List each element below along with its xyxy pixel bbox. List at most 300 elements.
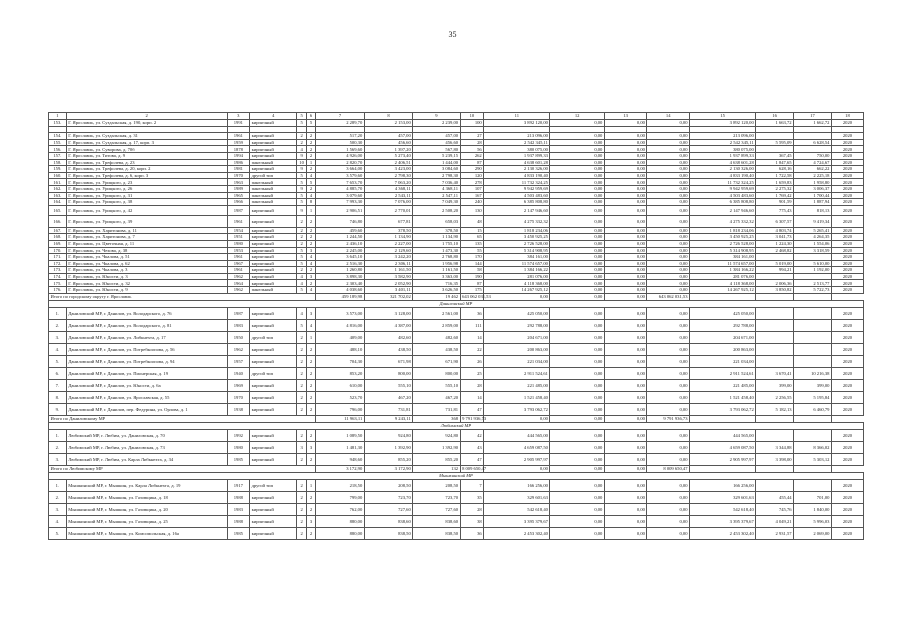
table-cell: 1 569,60 [316,146,364,153]
column-number-cell: 17 [794,113,832,120]
table-cell: 0,00 [647,403,690,415]
address-cell: Г. Ярославль, ул. Урицкого, д. 23 [66,179,227,186]
table-row [49,367,864,379]
table-cell: 3 582,90 [364,273,412,280]
table-cell: 0,00 [647,479,690,491]
table-cell: 58 [460,267,484,274]
table-cell: 1988 [227,515,249,527]
address-cell: Даниловский МР, г. Данилов, ул. Пионерская, д. 19 [66,367,227,379]
table-cell: 853,20 [316,367,364,379]
column-number-cell: 8 [364,113,412,120]
column-number-cell: 15 [690,113,756,120]
table-cell: 2 453 302,40 [484,527,550,539]
table-cell: 0,00 [647,227,690,234]
table-cell [756,307,794,319]
table-cell: 1 769,42 [756,192,794,199]
table-cell: 36 [460,527,484,539]
table-cell: 3 242,20 [364,254,412,261]
table-cell: 455,44 [756,491,794,503]
table-cell: 467,20 [364,391,412,403]
table-cell: 10 216,38 [794,367,832,379]
table-cell: 1. [49,479,67,491]
table-cell: 5. [49,355,67,367]
table-cell: 11 574 657,00 [484,260,550,267]
table-cell: 27 [460,133,484,140]
table-cell: 2020 [831,215,863,227]
table-cell: 0,00 [604,247,647,254]
table-cell: 838,60 [413,515,460,527]
table-cell: 221 034,00 [690,355,756,367]
total-label: Итого по Даниловскому МР [49,415,316,422]
table-cell: 2 [306,234,315,241]
table-row [49,199,864,206]
address-cell: Мышкинский МР, г. Мышкин, ул. Комсомольская, д. 16а [66,527,227,539]
table-row [49,287,864,294]
table-cell: 800,00 [413,367,460,379]
table-cell: 1 444,00 [413,159,460,166]
table-cell: 2020 [831,331,863,343]
table-cell: 5 019,00 [756,260,794,267]
table-row [49,441,864,453]
table-cell: 0,00 [647,254,690,261]
table-row [49,133,864,140]
table-cell: 0,00 [604,453,647,465]
table-cell: 0,00 [604,133,647,140]
table-cell: 2020 [831,205,863,215]
table-cell: 2 453 302,40 [690,527,756,539]
table-cell: кирпичный [250,166,297,173]
table-cell [49,126,67,133]
table-cell: 163. [49,192,67,199]
table-cell: 1987 [227,205,249,215]
table-cell: 1957 [227,355,249,367]
table-cell: 838,50 [364,527,412,539]
table-cell: кирпичный [250,379,297,391]
table-cell: 6 385 808,80 [690,199,756,206]
table-cell: 1 818 234,06 [484,227,550,234]
table-cell: 3 793 062,72 [690,403,756,415]
table-cell: 3 626,50 [413,287,460,294]
table-row [49,227,864,234]
column-number-cell: 6 [306,113,315,120]
table-cell: 0,00 [604,179,647,186]
table-cell: 4 [306,192,315,199]
table-cell: 1 481,30 [316,441,364,453]
table-cell: 0,00 [647,331,690,343]
address-cell: Г. Ярославль, ул. Титова, д. 9 [66,152,227,159]
table-cell: 731,81 [413,403,460,415]
table-cell [756,133,794,140]
address-cell: Мышкинский МР, г. Мышкин, ул. Карла Либкнехта, д. 19 [66,479,227,491]
total-cell: 0,00 [604,293,647,300]
table-cell: 290 [460,166,484,173]
total-cell: 9 791 936,73 [462,416,487,422]
table-cell: 775,43 [756,205,794,215]
table-cell: 731,81 [364,403,412,415]
table-cell: 2 [306,280,315,287]
table-cell: 0,00 [604,307,647,319]
table-cell: 213 096,00 [690,133,756,140]
table-cell: 0,00 [604,403,647,415]
table-cell: 0,00 [550,139,604,146]
table-cell: 3 793 062,72 [484,403,550,415]
table-cell: 438,50 [413,343,460,355]
table-row [49,319,864,331]
table-cell [794,355,832,367]
table-cell: 750,00 [794,152,832,159]
table-cell: 1 224,30 [756,240,794,247]
total-cell [794,293,832,300]
table-cell: 1985 [227,453,249,465]
table-cell [316,126,364,133]
table-cell: 1 840,00 [794,503,832,515]
table-cell: кирпичный [250,503,297,515]
table-cell [794,331,832,343]
section-heading: Мышкинский МР [49,472,864,479]
table-row [49,172,864,179]
table-cell: 7 993,30 [316,199,364,206]
table-cell: 329 601,63 [484,491,550,503]
table-cell: 2 [297,453,306,465]
table-cell: 329 601,63 [690,491,756,503]
table-cell: 111 [460,319,484,331]
table-cell: 2020 [831,367,863,379]
table-cell: 3 670,41 [756,367,794,379]
table-cell: 7 063,20 [364,179,412,186]
section-heading-row [49,422,864,429]
table-row [49,307,864,319]
table-cell: 1 134,90 [364,234,412,241]
table-cell: 26 [460,355,484,367]
address-cell: Г. Ярославль, ул. Чкалова, д. 3 [66,267,227,274]
table-cell: 517,20 [316,133,364,140]
table-cell: 2 [297,515,306,527]
table-cell: 2 931,57 [756,527,794,539]
table-cell: 0,00 [647,307,690,319]
table-cell: 0,00 [550,205,604,215]
table-cell: 994,21 [756,267,794,274]
table-cell: панельный [250,199,297,206]
table-cell: 456,60 [413,139,460,146]
table-cell: другой тип [250,172,297,179]
table-cell: 3 645,10 [316,254,364,261]
table-cell: 1 392,90 [364,441,412,453]
table-cell: 0,00 [550,172,604,179]
address-cell: Г. Ярославль, ул. Суздальская, д. 17, корп. 3 [66,139,227,146]
table-cell: 3 084,60 [413,166,460,173]
table-cell: 7 [460,479,484,491]
table-cell: 2 [306,146,315,153]
table-cell: 4 [306,287,315,294]
table-cell: 1 260,80 [316,267,364,274]
table-cell: 1. [49,307,67,319]
table-cell: 2020 [831,287,863,294]
table-cell: 0,00 [550,287,604,294]
table-cell: 4 [306,319,315,331]
table-cell: 1 818 234,06 [690,227,756,234]
table-cell: кирпичный [250,215,297,227]
table-cell: 3 079,60 [316,192,364,199]
table-cell: 0,00 [550,166,604,173]
table-cell: 0,00 [604,441,647,453]
table-cell: 221 485,00 [484,379,550,391]
total-cell: 0,00 [550,465,604,472]
total-row [49,293,864,300]
table-cell: 0,00 [550,527,604,539]
table-cell: 167 [460,192,484,199]
table-cell: 155. [49,139,67,146]
table-row [49,234,864,241]
table-cell: 1962 [227,287,249,294]
table-cell: 3 128,00 [364,307,412,319]
table-cell: 2 [306,166,315,173]
table-cell: 0,00 [604,166,647,173]
table-cell: 1 [306,205,315,215]
table-cell: 762,00 [316,503,364,515]
table-cell: 3 664,00 [316,166,364,173]
table-cell: 3. [49,503,67,515]
section-heading-row [49,472,864,479]
table-cell: 2 [297,343,306,355]
table-cell: кирпичный [250,441,297,453]
column-number-cell: 18 [831,113,863,120]
table-cell: кирпичный [250,240,297,247]
table-cell: 555,10 [364,379,412,391]
table-cell: 0,00 [550,159,604,166]
table-cell: 0,00 [550,240,604,247]
table-cell [794,479,832,491]
table-cell: 0,00 [604,527,647,539]
address-cell: Г. Ярославль, ул. Юности, д. 32 [66,280,227,287]
total-cell: 3 172,90 [364,465,412,472]
table-cell: 221 485,00 [690,379,756,391]
table-cell: 174. [49,273,67,280]
address-cell: Г. Ярославль, ул. Урицкого, д. 26 [66,185,227,192]
table-cell: 213 096,00 [484,133,550,140]
table-cell: 0,00 [604,331,647,343]
table-cell: 2 [306,403,315,415]
table-cell: 5 [306,120,315,127]
table-cell [297,126,306,133]
table-row [49,120,864,127]
table-cell: 9 942 959,69 [484,185,550,192]
table-cell: 701,00 [794,491,832,503]
table-cell: 5 595,09 [756,139,794,146]
table-cell: 0,00 [604,379,647,391]
table-cell: 1994 [227,152,249,159]
table-cell: 0,00 [647,159,690,166]
table-cell: 1983 [227,503,249,515]
table-cell: 14 [460,391,484,403]
table-cell: 924,80 [364,429,412,441]
table-cell: 2 911 524,61 [484,367,550,379]
table-cell: 1951 [227,234,249,241]
column-number-cell: 11 [484,113,550,120]
table-cell: 1964 [227,280,249,287]
table-row [49,139,864,146]
table-cell: кирпичный [250,319,297,331]
table-cell: 5 265,41 [794,227,832,234]
column-number-cell: 9 [413,113,460,120]
table-cell: 2 726 528,00 [484,240,550,247]
table-cell: 2 [297,215,306,227]
table-row [49,240,864,247]
table-cell: 9 419,34 [794,215,832,227]
table-cell: 4 638 601,28 [690,159,756,166]
table-cell: 204 671,00 [484,331,550,343]
table-cell: 1970 [227,172,249,179]
table-cell: 456,60 [364,139,412,146]
table-cell: 0,00 [647,267,690,274]
table-cell: 0,00 [604,146,647,153]
table-cell: 1969 [227,379,249,391]
table-cell: 2 225,18 [794,172,832,179]
table-cell: 1953 [227,247,249,254]
table-cell: 716,35 [413,280,460,287]
table-cell: 11 574 657,00 [690,260,756,267]
table-cell: 0,00 [550,185,604,192]
table-cell [756,479,794,491]
address-cell: Даниловский МР, г. Данилов, пер. Федурина, ул. Орлова, д. 1 [66,403,227,415]
table-cell: 1 937 899,33 [690,152,756,159]
table-cell [794,146,832,153]
table-cell: 2 [306,391,315,403]
table-cell: 2. [49,319,67,331]
table-cell: кирпичный [250,146,297,153]
table-cell [647,126,690,133]
table-cell: 4 803,74 [756,227,794,234]
table-cell: 2020 [831,133,863,140]
table-cell: 1 089,50 [316,429,364,441]
table-cell: 671,98 [364,355,412,367]
table-cell: 2 006,36 [756,280,794,287]
table-cell: 166. [49,215,67,227]
table-cell: кирпичный [250,120,297,127]
table-cell: 0,00 [550,146,604,153]
table-cell: 855,20 [413,453,460,465]
table-cell: 3. [49,453,67,465]
table-cell: 1878 [227,146,249,153]
table-cell: 38 [460,515,484,527]
table-cell: кирпичный [250,234,297,241]
table-cell: 120 [460,172,484,179]
total-cell [756,415,794,422]
table-cell: 2 [297,491,306,503]
table-cell: 2020 [831,199,863,206]
total-cell [794,415,832,422]
table-cell: 15 [460,227,484,234]
table-cell: 0,00 [647,166,690,173]
table-cell: 0,00 [550,403,604,415]
table-cell: 1966 [227,199,249,206]
table-cell: 1 392,90 [413,441,460,453]
table-cell: 0,00 [604,152,647,159]
address-cell: Г. Ярославль, ул. Суворова, д. 70б [66,146,227,153]
table-cell: 5 [297,179,306,186]
table-cell: 1970 [227,391,249,403]
table-cell: 1 397,20 [364,146,412,153]
table-cell: 0,00 [550,479,604,491]
table-cell: 3 398,00 [756,453,794,465]
table-cell: 28 [460,503,484,515]
table-cell: 2020 [831,441,863,453]
table-cell: 0,00 [550,247,604,254]
table-cell: 4 [297,307,306,319]
total-cell: 0,00 [550,293,604,300]
table-cell: 2020 [831,192,863,199]
table-row [49,152,864,159]
table-cell: 2 [297,133,306,140]
table-cell: 36 [460,307,484,319]
table-cell: 1 937 899,33 [484,152,550,159]
table-cell: 0,00 [647,527,690,539]
table-cell: 7 049,30 [413,199,460,206]
table-cell: 5 [297,247,306,254]
table-cell: 384 161,00 [484,254,550,261]
table-cell: 0,00 [604,240,647,247]
table-cell: 0,00 [647,343,690,355]
table-cell: 2 245,00 [316,247,364,254]
table-cell: 65 [460,234,484,241]
total-cell [794,465,832,472]
table-cell: 5. [49,527,67,539]
total-row [49,465,864,472]
table-cell: кирпичный [250,273,297,280]
table-cell: 5 [297,192,306,199]
total-cell: 0,00 [550,415,604,422]
table-cell: 262 [460,152,484,159]
table-cell: 384 161,00 [690,254,756,261]
table-cell: 1987 [227,307,249,319]
table-cell: 0,00 [604,515,647,527]
table-row [49,331,864,343]
table-cell: 0,00 [604,319,647,331]
address-cell: Даниловский МР, г. Данилов, ул. Ярославская, д. 55 [66,391,227,403]
table-cell: 2020 [831,307,863,319]
table-cell: 2 130 326,00 [690,166,756,173]
table-cell: 167. [49,227,67,234]
table-cell: 5 273,40 [364,152,412,159]
table-cell: 5 [297,260,306,267]
table-cell: 2 [297,355,306,367]
table-cell: 2 [306,343,315,355]
table-cell: 154. [49,133,67,140]
table-cell: 2 406,51 [364,159,412,166]
table-cell [794,307,832,319]
table-cell: 3 041,73 [756,234,794,241]
table-cell: 0,00 [604,479,647,491]
table-cell: 4 118 368,00 [690,280,756,287]
total-cell: 0,00 [604,415,647,422]
total-label: Итого по Любимскому МР [49,465,316,472]
address-cell: Г. Ярославль, ул. Трефолева, д. 23 [66,159,227,166]
table-cell: 1 887,94 [794,199,832,206]
table-cell: 1 847,65 [756,159,794,166]
table-cell: 704,30 [316,355,364,367]
table-cell: 2 227,00 [364,240,412,247]
table-cell: 4 [306,172,315,179]
table-cell: 1 161,50 [364,267,412,274]
table-cell: 2. [49,491,67,503]
table-cell: 5 [297,172,306,179]
table-cell: 0,00 [604,429,647,441]
table-cell: 1961 [227,254,249,261]
table-cell: 1 755,10 [413,240,460,247]
table-cell: 4 659 087,50 [690,441,756,453]
table-cell: 459,60 [316,227,364,234]
table-cell: 0,00 [550,429,604,441]
table-cell: 1 161,50 [413,267,460,274]
